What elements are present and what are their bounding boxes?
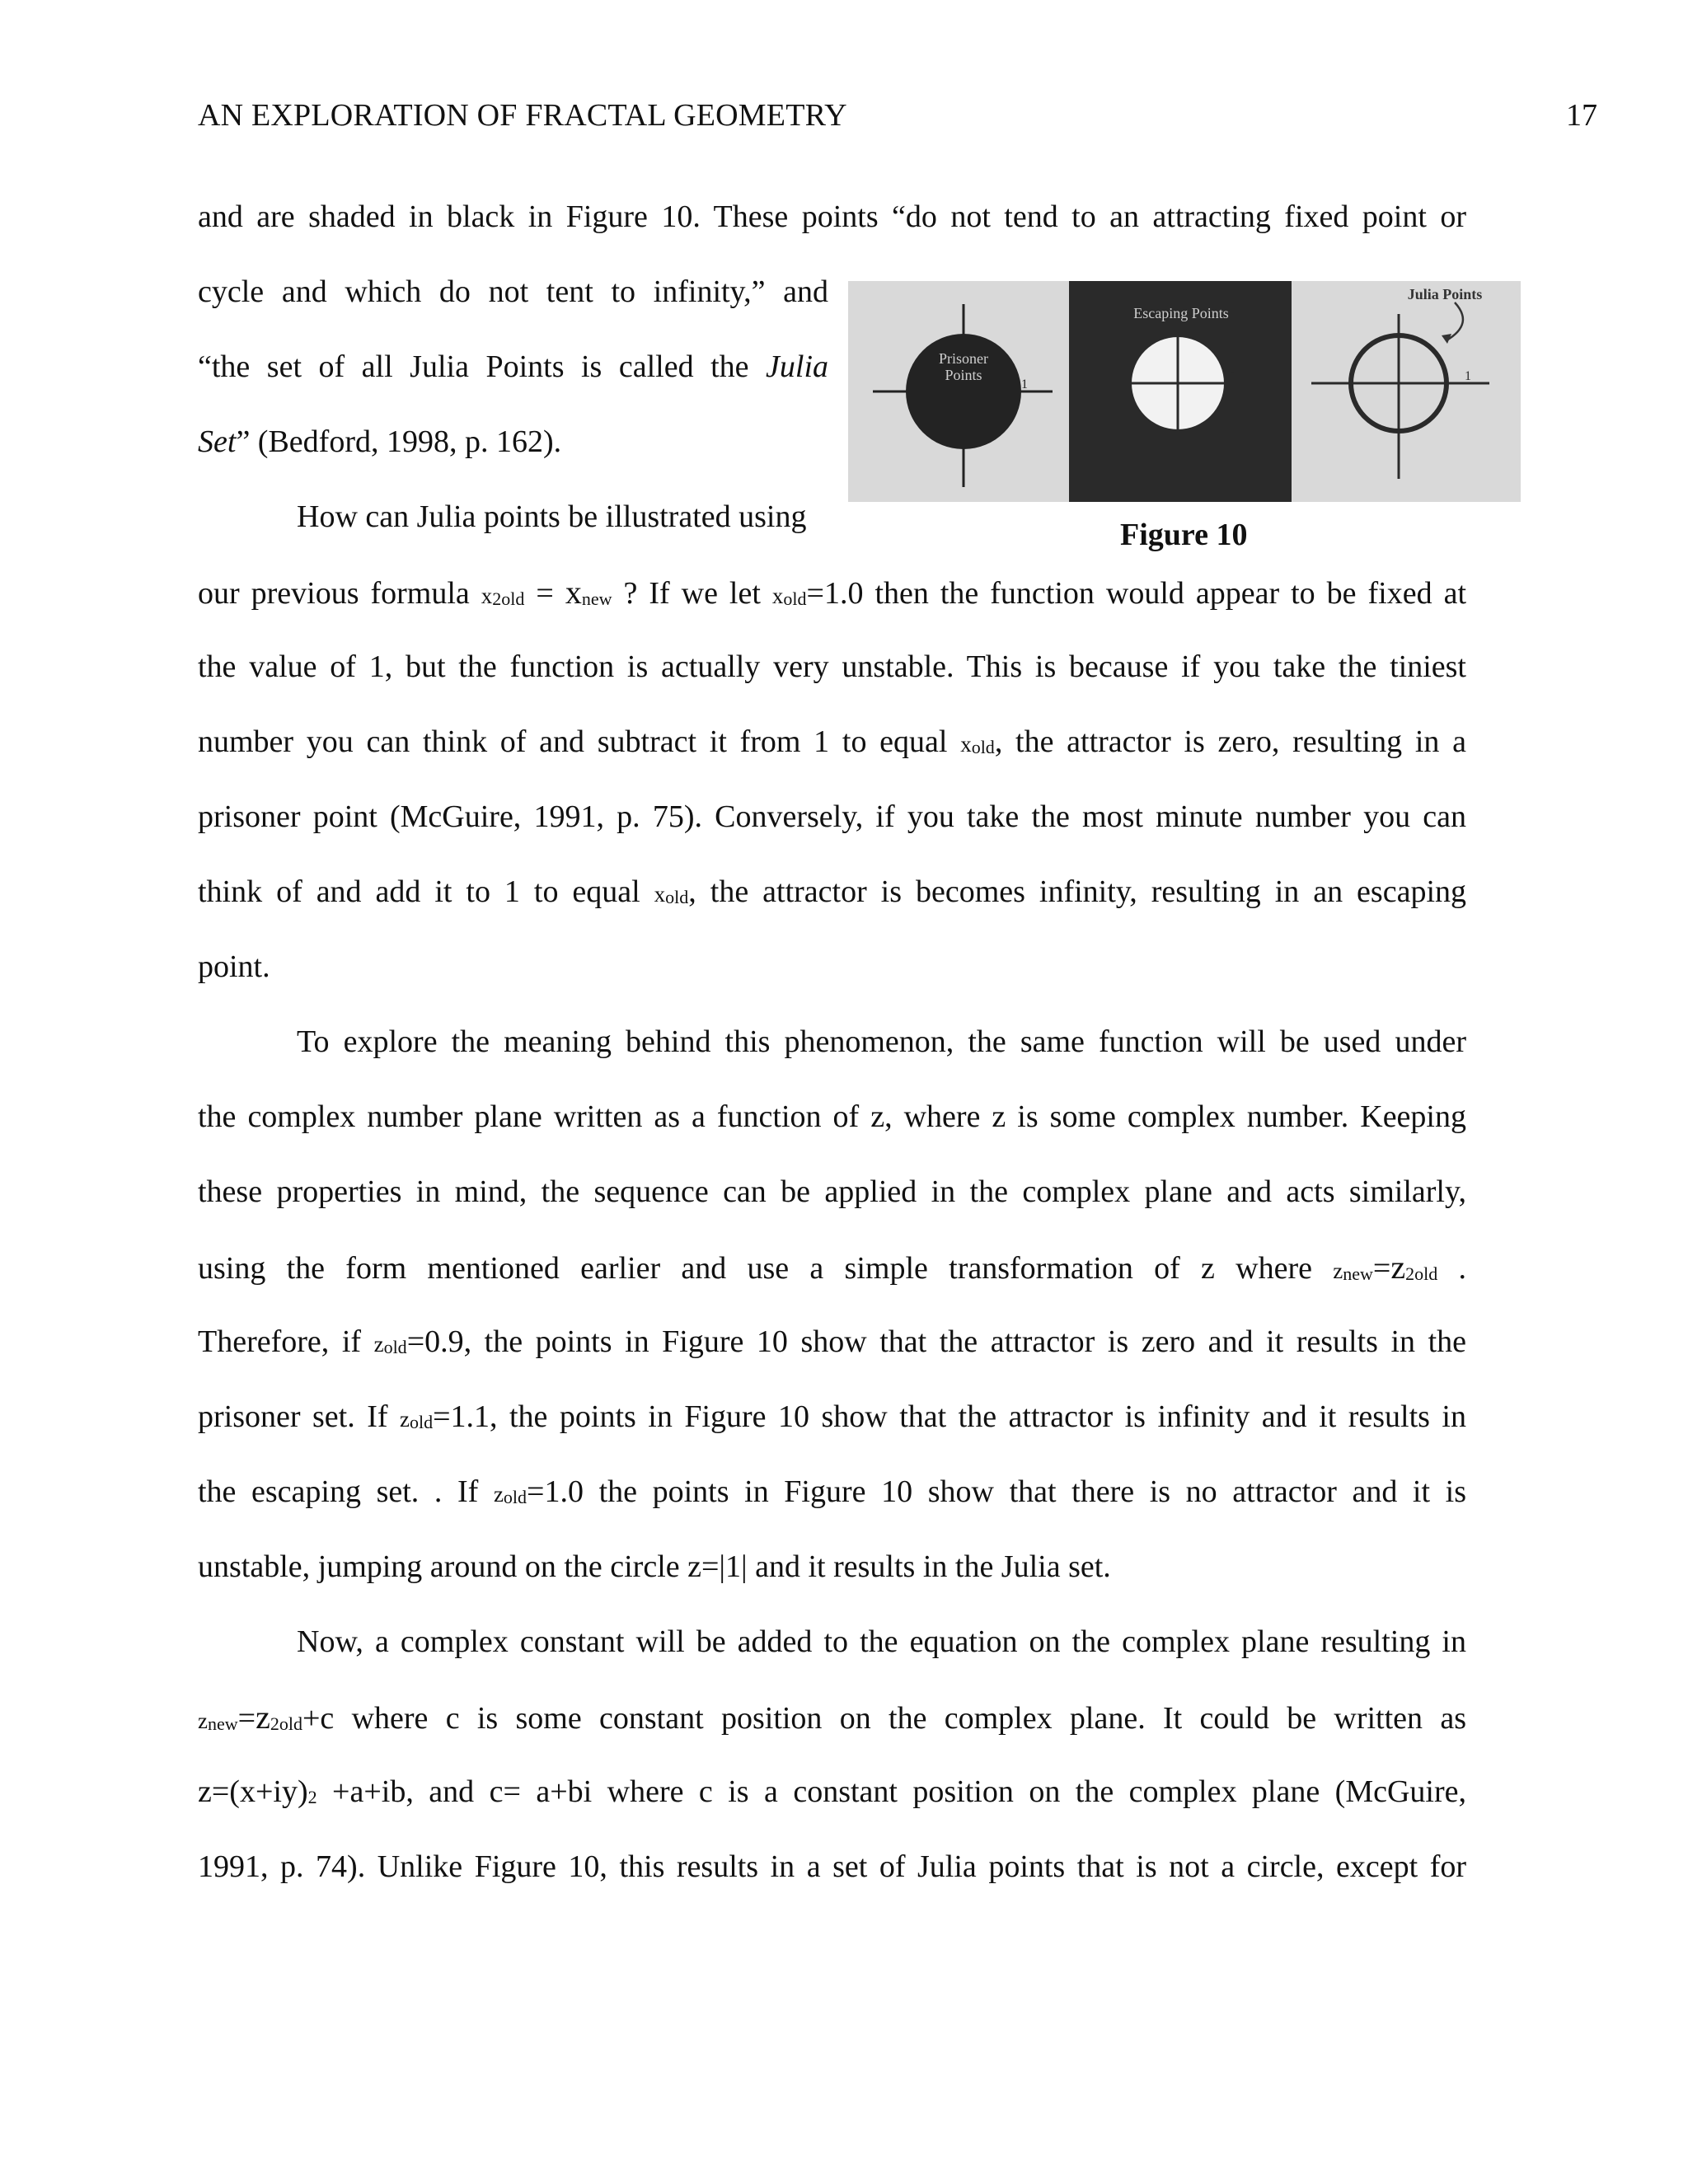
escaping-label: Escaping Points <box>1133 305 1229 321</box>
l15-var-z-old: z <box>1390 1249 1406 1286</box>
body-line-3 <box>198 351 828 382</box>
running-head: AN EXPLORATION OF FRACTAL GEOMETRY <box>198 98 847 133</box>
page-number: 17 <box>1566 98 1597 133</box>
l15-eq: = <box>1372 1251 1391 1286</box>
l8-b: , the attractor is zero, resulting in a <box>994 724 1466 759</box>
l21-b: where c is some constant position on the complex plane. It could be written as <box>334 1701 1466 1736</box>
l16-b: =0.9, the points in Figure 10 show that the attractor is zero and it results in the <box>406 1324 1466 1359</box>
julia-italic: Julia <box>766 349 828 384</box>
l18-b: =1.0 the points in Figure 10 show that there is no attractor and it is <box>527 1474 1467 1509</box>
l17-b: =1.1, the points in Figure 10 show that the attractor is infinity and it results in <box>433 1399 1466 1434</box>
l21-eq: = <box>237 1701 256 1736</box>
l10-a: think of and add it to 1 to equal <box>198 874 654 909</box>
body-line-14: these properties in mind, the sequence can be applied in the complex plane and acts similarly, <box>198 1174 1466 1209</box>
l6-var-x-old: x <box>771 583 784 608</box>
body-line-3-text: “the set of all Julia Points is called the <box>198 349 767 384</box>
l10-var-x: x <box>654 882 666 907</box>
body-line-19: unstable, jumping around on the circle z=|1| and it results in the Julia set. <box>198 1549 1111 1584</box>
body-line-10 <box>198 876 1466 907</box>
l6-a: our previous formula <box>198 576 481 611</box>
body-line-17 <box>198 1401 1466 1432</box>
julia-panel <box>1292 281 1521 502</box>
body-line-21 <box>198 1701 1466 1734</box>
julia-tick-label: 1 <box>1465 369 1471 383</box>
body-line-6 <box>198 576 1466 609</box>
prisoner-label-2: Points <box>945 367 982 383</box>
l16-a: Therefore, if <box>198 1324 374 1359</box>
escaping-tick-label: 1 <box>1231 369 1237 383</box>
l6-sub-new: new <box>581 588 612 609</box>
body-line-4-text: ” (Bedford, 1998, p. 162). <box>236 424 562 459</box>
body-line-20: Now, a complex constant will be added to the equation on the complex plane resulting in <box>297 1624 1466 1659</box>
l6-var-x-new: x <box>565 574 582 611</box>
l21-var-z-old: z <box>256 1699 270 1736</box>
body-line-11: point. <box>198 949 270 984</box>
julia-label: Julia Points <box>1407 286 1483 302</box>
l18-var-z: z <box>493 1482 504 1507</box>
body-line-1: and are shaded in black in Figure 10. These points “do not tend to an attracting fixed point or <box>198 199 1466 234</box>
l21-sub-new: new <box>207 1713 238 1734</box>
l15-a: using the form mentioned earlier and use a simple transformation of z where <box>198 1251 1334 1286</box>
l8-a: number you can think of and subtract it from 1 to equal <box>198 724 961 759</box>
l21-sub-2old: 2old <box>270 1713 302 1734</box>
l16-var-z: z <box>373 1332 384 1357</box>
body-line-23: 1991, p. 74). Unlike Figure 10, this results in a set of Julia points that is not a circle, except for <box>198 1849 1466 1884</box>
l8-var-x: x <box>960 732 972 757</box>
l22-a: z=(x+iy) <box>198 1774 308 1809</box>
l15-var-z-new: z <box>1333 1258 1343 1283</box>
set-italic: Set <box>198 424 237 459</box>
l18-sub-old: old <box>503 1487 528 1507</box>
l22-b: +a+ib, and c= a+bi where c is a constant position on the complex plane (McGuire, <box>316 1774 1466 1809</box>
l17-a: prisoner set. If <box>198 1399 400 1434</box>
l6-sub-old: old <box>783 588 807 609</box>
l15-sub-2old: 2old <box>1405 1263 1438 1284</box>
prisoner-label-1: Prisoner <box>939 350 988 367</box>
l21-var-z-new: z <box>198 1708 208 1733</box>
l6-c: ? If we let <box>612 576 772 611</box>
body-line-5: How can Julia points be illustrated using <box>297 499 807 534</box>
l15-sub-new: new <box>1343 1263 1373 1284</box>
l10-b: , the attractor is becomes infinity, resulting in an escaping <box>688 874 1466 909</box>
l16-sub-old: old <box>383 1337 407 1357</box>
body-line-9: prisoner point (McGuire, 1991, p. 75). Conversely, if you take the most minute number you can <box>198 799 1466 834</box>
figure-10-image <box>848 281 1521 502</box>
body-line-15 <box>198 1251 1466 1284</box>
l6-b: = <box>524 576 565 611</box>
body-line-4 <box>198 426 561 457</box>
body-line-16 <box>198 1326 1466 1357</box>
body-line-22 <box>198 1776 1466 1807</box>
l18-a: the escaping set. . If <box>198 1474 494 1509</box>
l8-sub-old: old <box>971 737 995 757</box>
l15-b: . <box>1437 1251 1466 1286</box>
l6-var-x: x <box>481 583 493 608</box>
body-line-8 <box>198 726 1466 757</box>
figure-caption: Figure 10 <box>1120 518 1248 552</box>
l6-d: =1.0 then the function would appear to be fixed at <box>806 576 1467 611</box>
l10-sub-old: old <box>665 887 689 907</box>
body-line-2: cycle and which do not tent to infinity,” and <box>198 274 828 309</box>
body-line-12: To explore the meaning behind this phenomenon, the same function will be used under <box>297 1024 1466 1059</box>
l17-sub-old: old <box>409 1412 434 1432</box>
prisoner-tick-label: 1 <box>1021 377 1028 391</box>
l22-sub-2: 2 <box>307 1787 317 1807</box>
body-line-13: the complex number plane written as a function of z, where z is some complex number. Keeping <box>198 1099 1466 1134</box>
body-line-18 <box>198 1476 1466 1507</box>
figure-10-svg <box>848 281 1521 502</box>
body-line-7: the value of 1, but the function is actually very unstable. This is because if you take the tiniest <box>198 649 1466 684</box>
l6-sub-2old: 2old <box>492 588 525 609</box>
l17-var-z: z <box>399 1407 410 1432</box>
l21-plus-c: +c <box>302 1701 335 1736</box>
